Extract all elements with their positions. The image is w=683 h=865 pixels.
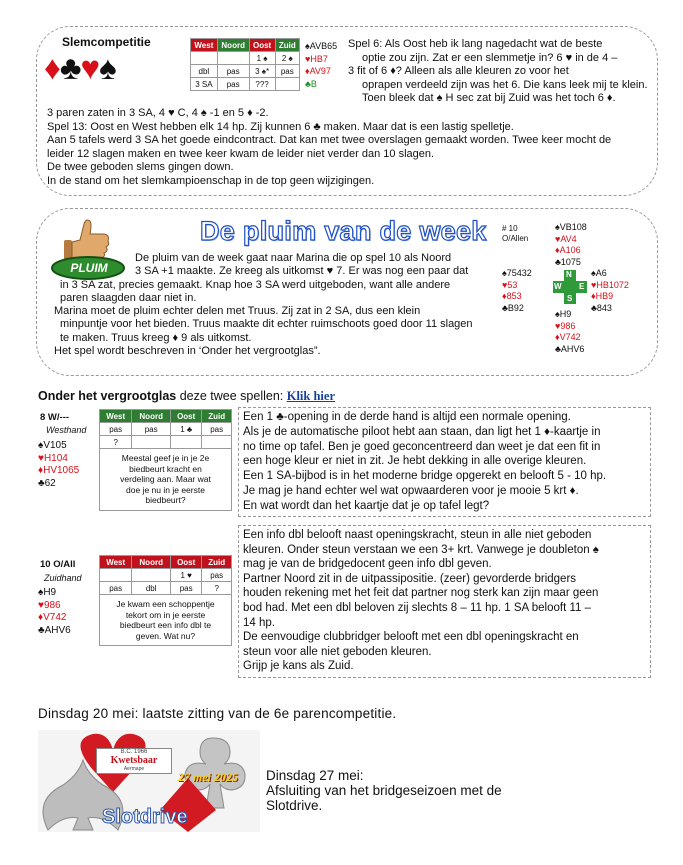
bid-header-zuid: Zuid	[202, 556, 232, 569]
club-name: Kwetsbaar	[110, 755, 158, 766]
bid-header-noord: Noord	[132, 410, 171, 423]
text-line: De pluim van de week gaat naar Marina die op spel 10 als Noord	[135, 252, 452, 264]
text-line: Het spel wordt beschreven in ‘Onder het vergrootglas”.	[54, 345, 321, 358]
spade-icon: ♠	[99, 49, 116, 86]
text-line: kleuren. Onder steun verstaan we een 3+ krt. Vanwege je doubleton ♠	[243, 543, 599, 556]
heart-icon: ♥	[80, 49, 100, 86]
hand-hearts: ♥AV4	[555, 233, 577, 244]
north-hand	[555, 222, 587, 268]
spel10-answer	[238, 525, 651, 678]
hand-hearts: ♥53	[502, 279, 518, 290]
club-line2: Aermape	[123, 766, 145, 772]
club-name-banner	[96, 748, 172, 774]
text-line: oprapen verdeeld zijn was het 6. Die kans leek mij te klein.	[362, 78, 648, 91]
bid-cell: pas	[100, 423, 132, 436]
bid-header-noord: Noord	[132, 556, 171, 569]
text-line: minpuntje voor het bieden. Truus maakte dit echter ruimschoots goed door 11 slagen	[60, 318, 473, 331]
spel6-text	[348, 38, 653, 106]
slem-title: Slemcompetitie	[62, 35, 151, 49]
hand-diamonds: ♦AV97	[305, 66, 331, 76]
text-line: steun voor alle niet geboden kleuren.	[243, 645, 432, 658]
compass-e: E	[579, 282, 585, 291]
slotdrive-logo	[38, 730, 260, 832]
spel10-question: Je kwam een schoppentje tekort om in je eerste biedbeurt een info dbl te geven. Wat nu?	[100, 595, 232, 646]
club-line1: B.C. 1966	[120, 749, 148, 755]
text-line: Aan 5 tafels werd 3 SA het goede eindcontract. Dat kan met twee overslagen gemaakt worden. Twee keer mocht de	[47, 134, 612, 147]
bid-header-zuid: Zuid	[202, 410, 232, 423]
text-line: Een 1 ♣-opening in de derde hand is altijd een normale opening.	[243, 411, 571, 423]
hand-clubs: ♣B92	[502, 302, 524, 313]
deal-number: # 10	[502, 224, 518, 233]
bid-cell	[132, 436, 171, 449]
spel10-hand	[38, 587, 71, 637]
bid-cell	[170, 436, 201, 449]
bid-cell: pas	[217, 78, 249, 91]
text-line: 3 SA +1 maakte. Ze kreeg als uitkomst ♥ 7. Er was nog een paar dat	[135, 265, 469, 278]
spel10-hand-label: Zuidhand	[44, 573, 82, 583]
bid-header-west: West	[100, 556, 132, 569]
text-line: Afsluiting van het bridgeseizoen met de	[266, 783, 502, 798]
west-hand	[502, 268, 532, 314]
hand-spades: ♠VB108	[555, 222, 587, 232]
text-line: Een info dbl belooft naast openingskracht, steun in alle niet geboden	[243, 529, 592, 541]
bid-cell	[191, 52, 218, 65]
bid-cell: pas	[202, 569, 232, 582]
hand-hearts: ♥HB1072	[591, 279, 629, 290]
text-line: Marina moet de pluim echter delen met Truus. Zij zat in 2 SA, dus een klein	[54, 305, 421, 318]
hand-diamonds: ♦V742	[555, 332, 581, 342]
vergroot-heading-rest: deze twee spellen:	[176, 389, 287, 403]
slem-paragraph	[47, 107, 652, 189]
card-suits-logo	[44, 50, 116, 86]
text-line: Slotdrive.	[266, 798, 323, 813]
compass-s: S	[567, 294, 573, 303]
text-line: In de stand om het slemkampioenschap in de top geen wijzigingen.	[47, 174, 375, 187]
hand-hearts: ♥H104	[38, 452, 68, 464]
bid-cell	[275, 78, 299, 91]
bid-cell: 1 ♠	[249, 52, 275, 65]
text-line: te maken. Truus kreeg ♦ 9 als uitkomst.	[60, 331, 252, 344]
text-line: 3 fit of 6 ♦? Alleen als alle kleuren zo voor het	[348, 65, 569, 78]
bid-cell: pas	[217, 65, 249, 78]
hand-spades: ♠AVB65	[305, 41, 338, 51]
text-line: Als je de automatische piloot hebt aan staan, dan ligt het 1 ♦-kaartje in	[243, 425, 601, 438]
hand-spades: ♠V105	[38, 440, 67, 451]
bid-cell: 3 ♠*	[249, 65, 275, 78]
hand-diamonds: ♦V742	[38, 612, 67, 623]
deal-label	[502, 224, 528, 244]
bid-header-noord: Noord	[217, 39, 249, 52]
text-line: En wat wordt dan het kaartje dat je op tafel legt?	[243, 499, 490, 512]
bid-cell: pas	[170, 582, 201, 595]
spel8-hand-label: Westhand	[46, 425, 87, 435]
text-line: Dinsdag 27 mei:	[266, 768, 364, 783]
compass-n: N	[566, 270, 572, 279]
bid-row	[100, 582, 232, 595]
hand-clubs: ♣AHV6	[38, 624, 71, 636]
bid-cell: pas	[202, 423, 232, 436]
hand-spades: ♠75432	[502, 268, 532, 278]
text-line: houden rekening met het feit dat partner nog sterk kan zijn maar geen	[243, 587, 599, 600]
text-line: Spel 13: Oost en West hebben elk 14 hp. Zij kunnen 6 ♣ maken. Maar dat is een lastig spelletje.	[47, 120, 514, 133]
bid-header-west: West	[100, 410, 132, 423]
bid-cell: 1 ♣	[170, 423, 201, 436]
hand-clubs: ♣843	[591, 302, 612, 313]
compass-w: W	[554, 282, 562, 291]
text-line: Partner Noord zit in de uitpassipositie. (zeer) gevorderde bridgers	[243, 572, 577, 585]
hand-clubs: ♣AHV6	[555, 343, 585, 354]
spel8-bidding-table	[99, 409, 232, 511]
hand-diamonds: ♦A106	[555, 245, 581, 255]
deal-vulnerability: O/Allen	[502, 234, 529, 243]
hand-hearts: ♥986	[555, 320, 576, 331]
bid-row	[191, 52, 300, 65]
bid-row	[100, 436, 232, 449]
hand-spades: ♠H9	[38, 587, 57, 598]
dinsdag-20-text: Dinsdag 20 mei: laatste zitting van de 6e parencompetitie.	[38, 706, 397, 721]
hand-diamonds: ♦HB9	[591, 291, 614, 301]
text-line: Spel 6: Als Oost heb ik lang nagedacht wat de beste	[348, 38, 603, 50]
bid-header-oost: Oost	[249, 39, 275, 52]
club-icon: ♣	[59, 49, 81, 86]
text-line: De twee geboden slems gingen down.	[47, 161, 234, 174]
pluim-title: De pluim van de week	[200, 216, 487, 246]
spel8-question: Meestal geef je in je 2e biedbeurt kracht en verdeling aan. Maar wat doe je nu in je eerste biedbeurt?	[100, 449, 232, 511]
spel8-answer	[238, 407, 651, 517]
bid-cell: pas	[132, 423, 171, 436]
hand-clubs: ♣1075	[555, 256, 581, 267]
bid-cell	[132, 569, 171, 582]
text-line: paren slaagden daar niet in.	[60, 291, 197, 304]
text-line: Grijp je kans als Zuid.	[243, 660, 354, 673]
bid-cell: dbl	[132, 582, 171, 595]
hand-spades: ♠H9	[555, 309, 572, 319]
south-hand	[555, 309, 584, 355]
text-line: Je mag je hand echter wel wat opwaarderen voor je mooie 5 krt ♦.	[243, 484, 579, 497]
hand-spades: ♠A6	[591, 268, 607, 278]
text-line: leider 12 slagen maken en twee keer kwam de leider niet verder dan 10 slagen.	[47, 147, 435, 160]
date-badge: 27 mei 2025	[178, 770, 238, 784]
east-hand	[591, 268, 629, 314]
pluim-logo-text: PLUIM	[70, 261, 108, 275]
bid-row	[191, 65, 300, 78]
bid-row	[191, 78, 300, 91]
text-line: 3 paren zaten in 3 SA, 4 ♥ C, 4 ♠ -1 en 5 ♦ -2.	[47, 107, 269, 119]
bid-cell: 3 SA	[191, 78, 218, 91]
compass	[553, 270, 587, 304]
bid-header-oost: Oost	[170, 410, 201, 423]
bid-cell: dbl	[191, 65, 218, 78]
bid-header-oost: Oost	[170, 556, 201, 569]
bid-header-zuid: Zuid	[275, 39, 299, 52]
slem-hand	[305, 40, 337, 90]
text-line: bod had. Met een dbl beloven zij slechts 8 – 11 hp. 1 SA belooft 11 –	[243, 601, 592, 614]
diamond-icon: ♦	[44, 49, 60, 86]
hand-diamonds: ♦853	[502, 291, 522, 301]
bid-cell: pas	[275, 65, 299, 78]
spel10-label: 10 O/All	[40, 559, 76, 570]
vergroot-heading	[38, 389, 335, 404]
text-line: in 3 SA zat, precies gemaakt. Knap hoe 3 SA werd uitgeboden, want alle andere	[60, 278, 451, 291]
bid-cell	[217, 52, 249, 65]
text-line: optie zou zijn. Zat er een slemmetje in? 6 ♥ in de 4 –	[362, 51, 618, 64]
vergroot-heading-bold: Onder het vergrootglas	[38, 389, 177, 403]
bid-cell	[202, 436, 232, 449]
hand-hearts: ♥986	[38, 599, 61, 611]
bid-cell: ?	[100, 436, 132, 449]
text-line: 14 hp.	[243, 616, 275, 629]
text-line: De eenvoudige clubbridger belooft met een dbl openingskracht en	[243, 631, 579, 644]
bid-cell: ???	[249, 78, 275, 91]
text-line: Een 1 SA-bijbod is in het moderne bridge opgerekt en belooft 5 - 10 hp.	[243, 470, 607, 483]
text-line: mag je van de bridgedocent geen info dbl geven.	[243, 558, 492, 571]
hand-clubs: ♣62	[38, 477, 56, 489]
bid-cell: 2 ♠	[275, 52, 299, 65]
dinsdag-27-text	[266, 768, 502, 813]
text-line: een hoge kleur er niet in zit. Je hebt dekking in alle overige kleuren.	[243, 455, 587, 468]
hand-clubs: ♣B	[305, 78, 317, 89]
text-line: no time op tafel. Ben je goed geconcentreerd dan weet je dat een fit in	[243, 440, 601, 453]
bid-cell: ?	[202, 582, 232, 595]
slotdrive-wordmark: Slotdrive	[102, 806, 188, 828]
pluim-text	[46, 252, 496, 358]
hand-diamonds: ♦HV1065	[38, 465, 80, 476]
bid-row	[100, 423, 232, 436]
bid-cell: 1 ♥	[170, 569, 201, 582]
spel8-label: 8 W/---	[40, 412, 70, 423]
bid-row	[100, 569, 232, 582]
text-line: Toen bleek dat ♠ H sec zat bij Zuid was het toch 6 ♦.	[362, 92, 616, 105]
spel10-bidding-table	[99, 555, 232, 646]
slem-bidding-table	[190, 38, 300, 91]
bid-cell: pas	[100, 582, 132, 595]
klik-hier-link[interactable]: Klik hier	[286, 389, 336, 403]
bid-header-west: West	[191, 39, 218, 52]
spel8-hand	[38, 440, 79, 490]
bid-cell	[100, 569, 132, 582]
hand-hearts: ♥HB7	[305, 53, 328, 64]
